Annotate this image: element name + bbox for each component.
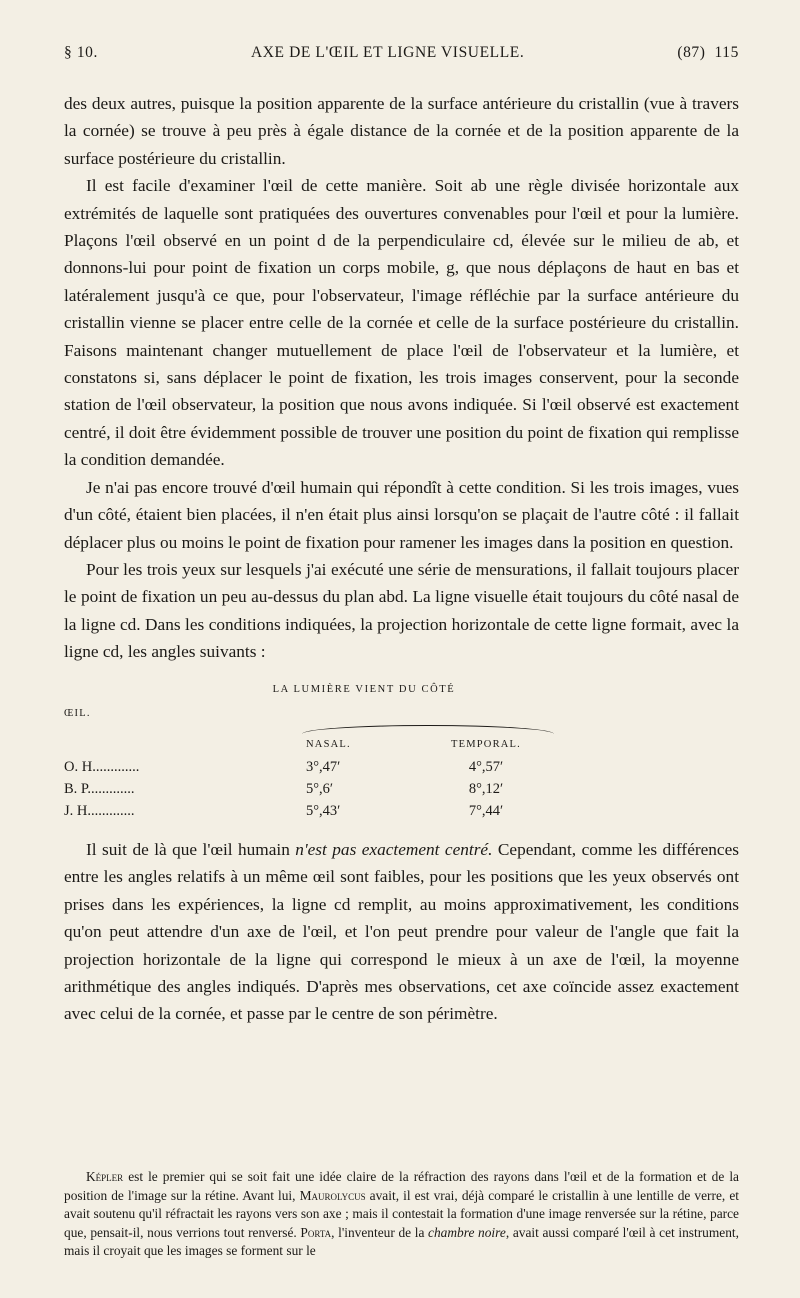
angles-table xyxy=(64,676,739,822)
table-row: J. H............. 5°,43′ 7°,44′ xyxy=(64,802,504,819)
brace-line xyxy=(302,725,554,734)
running-header xyxy=(64,44,739,62)
running-title: AXE DE L'ŒIL ET LIGNE VISUELLE. xyxy=(250,44,525,61)
emphasis: n'est pas exactement centré. xyxy=(295,839,493,859)
footnote: Képler est le premier qui se soit fait une idée claire de la réfraction des rayons dans l'œil et de la formation et de la position de l'image sur la rétine. Avant lui, Maurolycus avait, il est vrai, déjà comparé le cristallin à une lentille de verre, et avait soutenu qu'il réfractait les rayons vers son axe ; mais il contestait la formation d'une image renversée sur la rétine, parce que, pensait-il, nous verrions tout renversé. Porta, l'inventeur de la chambre noire, avait aussi comparé l'œil à cet instrument, mais il croyait que les images se forment sur le xyxy=(64,1169,740,1259)
col-nasal: NASAL. xyxy=(306,738,351,750)
table-header-row xyxy=(64,703,739,725)
page-number: 115 xyxy=(714,44,739,61)
col-eye-label: ŒIL. xyxy=(64,707,91,719)
paragraph-5: Il suit de là que l'œil humain n'est pas exactement centré. Cependant, comme les différences entre les angles relatifs à un même œil sont faibles, pour les positions que les yeux observés ont prises dans les expériences, la ligne cd remplit, au moins approximativement, les conditions qu'on peut attendre d'un axe de l'œil, et l'on peut prendre pour valeur de l'angle que fait la projection horizontale de la ligne qui correspond le mieux à un axe de l'œil, la moyenne arithmétique des angles indiqués. D'après mes observations, cet axe coïncide assez exactement avec celui de la cornée, et passe par le centre de son périmètre. xyxy=(64,839,739,1024)
paragraph-3: Je n'ai pas encore trouvé d'œil humain qui répondît à cette condition. Si les trois images, vues d'un côté, étaient bien placées, il n'en était plus ainsi lorsqu'on se plaçait de l'autre côté : il fallait déplacer plus ou moins le point de fixation pour ramener les images dans la position en question. xyxy=(64,477,739,552)
author-porta: Porta xyxy=(300,1224,332,1240)
paragraph-2: Il est facile d'examiner l'œil de cette manière. Soit ab une règle divisée horizontale aux extrémités de laquelle sont pratiquées des ouvertures convenables pour l'œil et pour la lumière. Plaçons l'œil observé en un point d de la perpendiculaire cd, élevée sur le milieu de ab, et donnons-lui pour point de fixation un corps mobile, g, que nous déplaçons de haut en bas et latéralement jusqu'à ce que, pour l'observateur, l'image réfléchie par la surface antérieure du cristallin vienne se placer entre celle de la cornée et celle de la surface postérieure du cristallin. Faisons maintenant changer mutuellement de place l'œil de l'observateur et la lumière, et constatons si, sans déplacer le point de fixation, les trois images conservent, pour la seconde station de l'œil observateur, la position que nous avons indiquée. Si l'œil observé est exactement centré, il doit être évidemment possible de trouver une position du point de fixation qui remplisse la condition demandée. xyxy=(64,176,739,470)
table-row: O. H............. 3°,47′ 4°,57′ xyxy=(64,758,504,775)
main-text xyxy=(64,90,739,1028)
paragraph-4: Pour les trois yeux sur lesquels j'ai exécuté une série de mensurations, il fallait toujours placer le point de fixation un peu au-dessus du plan abd. La ligne visuelle était toujours du côté nasal de la ligne cd. Dans les conditions indiquées, la projection horizontale de cette ligne formait, avec la ligne cd, les angles suivants : xyxy=(64,559,739,662)
page-ref xyxy=(677,44,739,62)
col-temporal: TEMPORAL. xyxy=(450,738,521,750)
table-title: LA LUMIÈRE VIENT DU CÔTÉ xyxy=(272,683,456,695)
bracket-ref: (87) xyxy=(677,44,706,61)
author-kepler: Képler xyxy=(86,1169,124,1184)
table-row: B. P............. 5°,6′ 8°,12′ xyxy=(64,780,504,797)
paragraph-1: des deux autres, puisque la position apparente de la surface antérieure du cristallin (vue à travers la cornée) se trouve à peu près à égale distance de la cornée et de la position apparente de la surface postérieure du cristallin. xyxy=(64,94,739,168)
section-number: § 10. xyxy=(64,44,98,61)
author-maurolycus: Maurolycus xyxy=(299,1187,366,1203)
table-subheader-row xyxy=(64,734,739,756)
chambre-noire: chambre noire xyxy=(428,1224,506,1240)
